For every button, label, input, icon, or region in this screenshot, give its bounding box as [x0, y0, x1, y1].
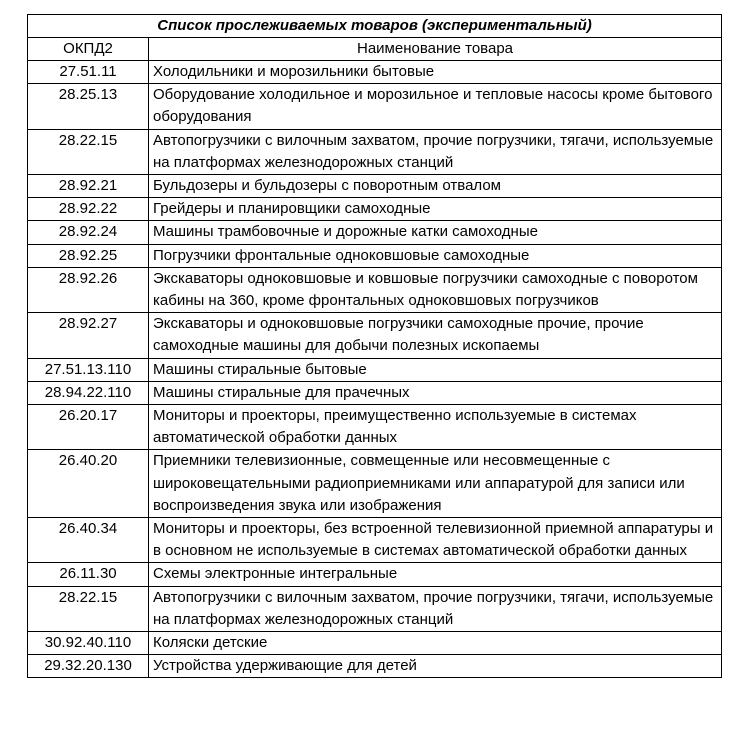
table-row	[28, 381, 722, 404]
product-name-cell: Приемники телевизионные, совмещенные или несовмещенные с широковещательными радиоприемниками или аппаратурой для записи или воспроизведения звука или изображения	[149, 450, 722, 518]
okpd2-code-cell: 28.22.15	[28, 586, 149, 631]
table-row	[28, 84, 722, 129]
okpd2-code-cell: 28.92.27	[28, 313, 149, 358]
okpd2-code-cell: 28.22.15	[28, 129, 149, 174]
table-row	[28, 518, 722, 563]
column-header-name: Наименование товара	[149, 38, 722, 61]
table-row	[28, 655, 722, 678]
product-name-cell: Устройства удерживающие для детей	[149, 655, 722, 678]
product-name-cell: Мониторы и проекторы, без встроенной телевизионной приемной аппаратуры и в основном не используемые в системах автоматической обработки данных	[149, 518, 722, 563]
okpd2-code-cell: 27.51.11	[28, 61, 149, 84]
product-name-cell: Холодильники и морозильники бытовые	[149, 61, 722, 84]
okpd2-code-cell: 26.11.30	[28, 563, 149, 586]
table-title-row	[28, 15, 722, 38]
okpd2-code-cell: 28.94.22.110	[28, 381, 149, 404]
product-name-cell: Машины трамбовочные и дорожные катки самоходные	[149, 221, 722, 244]
table-title: Список прослеживаемых товаров (экспериментальный)	[28, 15, 722, 38]
okpd2-code-cell: 28.92.21	[28, 175, 149, 198]
table-row	[28, 129, 722, 174]
tracked-goods-table	[27, 14, 722, 678]
okpd2-code-cell: 29.32.20.130	[28, 655, 149, 678]
table-row	[28, 244, 722, 267]
okpd2-code-cell: 27.51.13.110	[28, 358, 149, 381]
product-name-cell: Схемы электронные интегральные	[149, 563, 722, 586]
okpd2-code-cell: 30.92.40.110	[28, 632, 149, 655]
table-row	[28, 405, 722, 450]
table-row	[28, 632, 722, 655]
table-row	[28, 450, 722, 518]
product-name-cell: Погрузчики фронтальные одноковшовые самоходные	[149, 244, 722, 267]
okpd2-code-cell: 28.92.22	[28, 198, 149, 221]
okpd2-code-cell: 28.92.25	[28, 244, 149, 267]
okpd2-code-cell: 26.20.17	[28, 405, 149, 450]
column-header-code: ОКПД2	[28, 38, 149, 61]
table-header-row	[28, 38, 722, 61]
table-row	[28, 198, 722, 221]
product-name-cell: Грейдеры и планировщики самоходные	[149, 198, 722, 221]
table-row	[28, 221, 722, 244]
product-name-cell: Машины стиральные бытовые	[149, 358, 722, 381]
table-row	[28, 563, 722, 586]
table-row	[28, 267, 722, 312]
table-row	[28, 313, 722, 358]
product-name-cell: Бульдозеры и бульдозеры с поворотным отвалом	[149, 175, 722, 198]
okpd2-code-cell: 28.92.26	[28, 267, 149, 312]
product-name-cell: Экскаваторы одноковшовые и ковшовые погрузчики самоходные с поворотом кабины на 360, кроме фронтальных одноковшовых погрузчиков	[149, 267, 722, 312]
table-body	[28, 61, 722, 678]
product-name-cell: Автопогрузчики с вилочным захватом, прочие погрузчики, тягачи, используемые на платформах железнодорожных станций	[149, 586, 722, 631]
okpd2-code-cell: 28.25.13	[28, 84, 149, 129]
table-row	[28, 61, 722, 84]
product-name-cell: Коляски детские	[149, 632, 722, 655]
product-name-cell: Мониторы и проекторы, преимущественно используемые в системах автоматической обработки данных	[149, 405, 722, 450]
product-name-cell: Оборудование холодильное и морозильное и тепловые насосы кроме бытового оборудования	[149, 84, 722, 129]
product-name-cell: Машины стиральные для прачечных	[149, 381, 722, 404]
okpd2-code-cell: 26.40.20	[28, 450, 149, 518]
okpd2-code-cell: 26.40.34	[28, 518, 149, 563]
okpd2-code-cell: 28.92.24	[28, 221, 149, 244]
table-row	[28, 586, 722, 631]
product-name-cell: Автопогрузчики с вилочным захватом, прочие погрузчики, тягачи, используемые на платформах железнодорожных станций	[149, 129, 722, 174]
product-name-cell: Экскаваторы и одноковшовые погрузчики самоходные прочие, прочие самоходные машины для добычи полезных ископаемы	[149, 313, 722, 358]
table-row	[28, 175, 722, 198]
table-row	[28, 358, 722, 381]
tracked-goods-table-container	[27, 14, 722, 678]
